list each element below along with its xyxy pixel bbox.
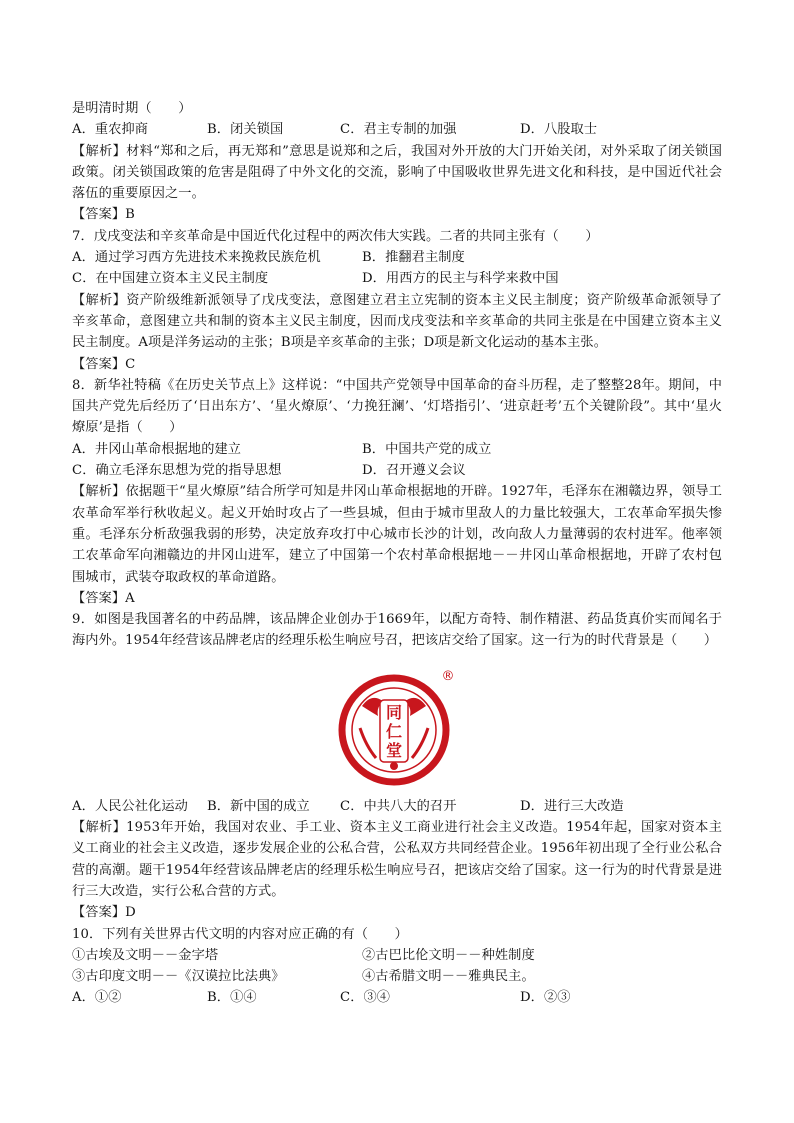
q7-answer: 【答案】C bbox=[72, 356, 136, 372]
q9-stem: 9．如图是我国著名的中药品牌，该品牌企业创办于1669年，以配方奇特、制作精湛、药品货真价实而闻名于海内外。1954年经营该品牌老店的经理乐松生响应号召，把该店交给了国家。这一行为的时代背景是（ ） bbox=[72, 612, 722, 649]
q7-options-row2 bbox=[72, 268, 722, 289]
q8-analysis: 【解析】依据题干“星火燎原”结合所学可知是井冈山革命根据地的开辟。1927年，毛泽东在湘赣边界，领导工农革命军举行秋收起义。起义开始时攻占了一些县城，但由于城市里敌人的力量比较强大，工农革命军损失惨重。毛泽东分析敌强我弱的形势，决定放弃攻打中心城市长沙的计划，改向敌人力量薄弱的农村进军。他率领工农革命军向湘赣边的井冈山进军，建立了中国第一个农村革命根据地－－井冈山革命根据地，开辟了农村包围城市，武装夺取政权的革命道路。 bbox=[72, 484, 722, 585]
q9-option-b: B．新中国的成立 bbox=[207, 798, 310, 814]
q8-options-row2 bbox=[72, 460, 722, 481]
q8-answer: 【答案】A bbox=[72, 590, 135, 606]
q9-analysis: 【解析】1953年开始，我国对农业、手工业、资本主义工商业进行社会主义改造。1954年起，国家对资本主义工商业的社会主义改造，逐步发展企业的公私合营，公私双方共同经营企业。1956年初出现了全行业公私合营的高潮。题干1954年经营该品牌老店的经理乐松生响应号召，把该店交给了国家。这一行为的时代背景是进行三大改造，实行公私合营的方式。 bbox=[72, 820, 722, 899]
q7-analysis: 【解析】资产阶级维新派领导了戊戌变法，意图建立君主立宪制的资本主义民主制度；资产阶级革命派领导了辛亥革命，意图建立共和制的资本主义民主制度，因而戊戌变法和辛亥革命的共同主张是在中国建立资本主义民主制度。A项是洋务运动的主张；B项是辛亥革命的主张；D项是新文化运动的基本主张。 bbox=[72, 292, 722, 351]
q10-items-row2 bbox=[72, 966, 722, 987]
q7-option-b: B．推翻君主制度 bbox=[362, 250, 465, 266]
q6-stem: 是明清时期（ ） bbox=[72, 101, 192, 116]
logo-char-3: 堂 bbox=[385, 740, 403, 760]
q6-option-c: C．君主专制的加强 bbox=[340, 122, 457, 138]
q8-option-a: A．井冈山革命根据地的建立 bbox=[72, 441, 242, 457]
q10-stem: 10．下列有关世界古代文明的内容对应正确的有（ ） bbox=[72, 926, 408, 942]
q7-option-a: A．通过学习西方先进技术来挽救民族危机 bbox=[72, 250, 321, 266]
q10-option-b: B．①④ bbox=[207, 990, 257, 1006]
logo-scroll-left bbox=[360, 728, 376, 758]
q6-analysis: 【解析】材料“郑和之后，再无郑和”意思是说郑和之后，我国对外开放的大门开始关闭，对外采取了闭关锁国政策。闭关锁国政策的危害是阻碍了中外文化的交流，影响了中国吸收世界先进文化和科技，是中国近代社会落伍的重要原因之一。 bbox=[72, 143, 722, 202]
logo-char-1: 同 bbox=[385, 702, 403, 722]
q8-option-d: D．召开遵义会议 bbox=[362, 463, 466, 479]
q6-option-d: D．八股取士 bbox=[520, 122, 598, 138]
q6-answer: 【答案】B bbox=[72, 207, 135, 223]
q8-option-b: B．中国共产党的成立 bbox=[362, 441, 492, 457]
q7-stem: 7．戊戌变法和辛亥革命是中国近代化过程中的两次伟大实践。二者的共同主张有（ ） bbox=[72, 228, 599, 244]
tongrentang-logo-graphic bbox=[332, 666, 462, 786]
q8-option-c: C．确立毛泽东思想为党的指导思想 bbox=[72, 463, 282, 479]
q9-answer: 【答案】D bbox=[72, 905, 136, 921]
q10-option-a: A．①② bbox=[72, 990, 122, 1006]
q8-options-row1 bbox=[72, 439, 722, 460]
logo-char-2: 仁 bbox=[385, 721, 403, 741]
q10-options bbox=[72, 987, 722, 1008]
q7-option-d: D．用西方的民主与科学来救中国 bbox=[362, 271, 559, 287]
q6-option-b: B．闭关锁国 bbox=[207, 122, 284, 138]
q6-options bbox=[72, 119, 722, 140]
q8-stem: 8．新华社特稿《在历史关节点上》这样说：“中国共产党领导中国革命的奋斗历程，走了整整28年。期间，中国共产党先后经历了‘日出东方’、‘星火燎原’、‘力挽狂澜’、‘灯塔指引’、‘进京赶考’五个关键阶段”。其中‘星火燎原’是指（ ） bbox=[72, 377, 722, 436]
q9-option-d: D．进行三大改造 bbox=[520, 798, 624, 814]
logo-scroll-right bbox=[412, 728, 428, 758]
q10-item-2: ②古巴比伦文明－－种姓制度 bbox=[362, 947, 535, 963]
q10-item-4: ④古希腊文明－－雅典民主。 bbox=[362, 969, 535, 985]
document-page bbox=[72, 98, 722, 1009]
q9-option-c: C．中共八大的召开 bbox=[340, 798, 457, 814]
q7-option-c: C．在中国建立资本主义民主制度 bbox=[72, 271, 269, 287]
q10-option-c: C．③④ bbox=[340, 990, 391, 1006]
q10-items-row1 bbox=[72, 945, 722, 966]
q10-item-1: ①古埃及文明－－金字塔 bbox=[72, 947, 219, 963]
registered-mark-icon: ® bbox=[441, 668, 455, 684]
q10-option-d: D．②③ bbox=[520, 990, 571, 1006]
q10-item-3: ③古印度文明－－《汉谟拉比法典》 bbox=[72, 969, 285, 985]
logo-pearl bbox=[390, 762, 398, 770]
q6-option-a: A．重农抑商 bbox=[72, 122, 149, 138]
q9-options bbox=[72, 796, 722, 817]
q7-options-row1 bbox=[72, 247, 722, 268]
q9-option-a: A．人民公社化运动 bbox=[72, 798, 188, 814]
tongrentang-logo bbox=[72, 666, 722, 786]
